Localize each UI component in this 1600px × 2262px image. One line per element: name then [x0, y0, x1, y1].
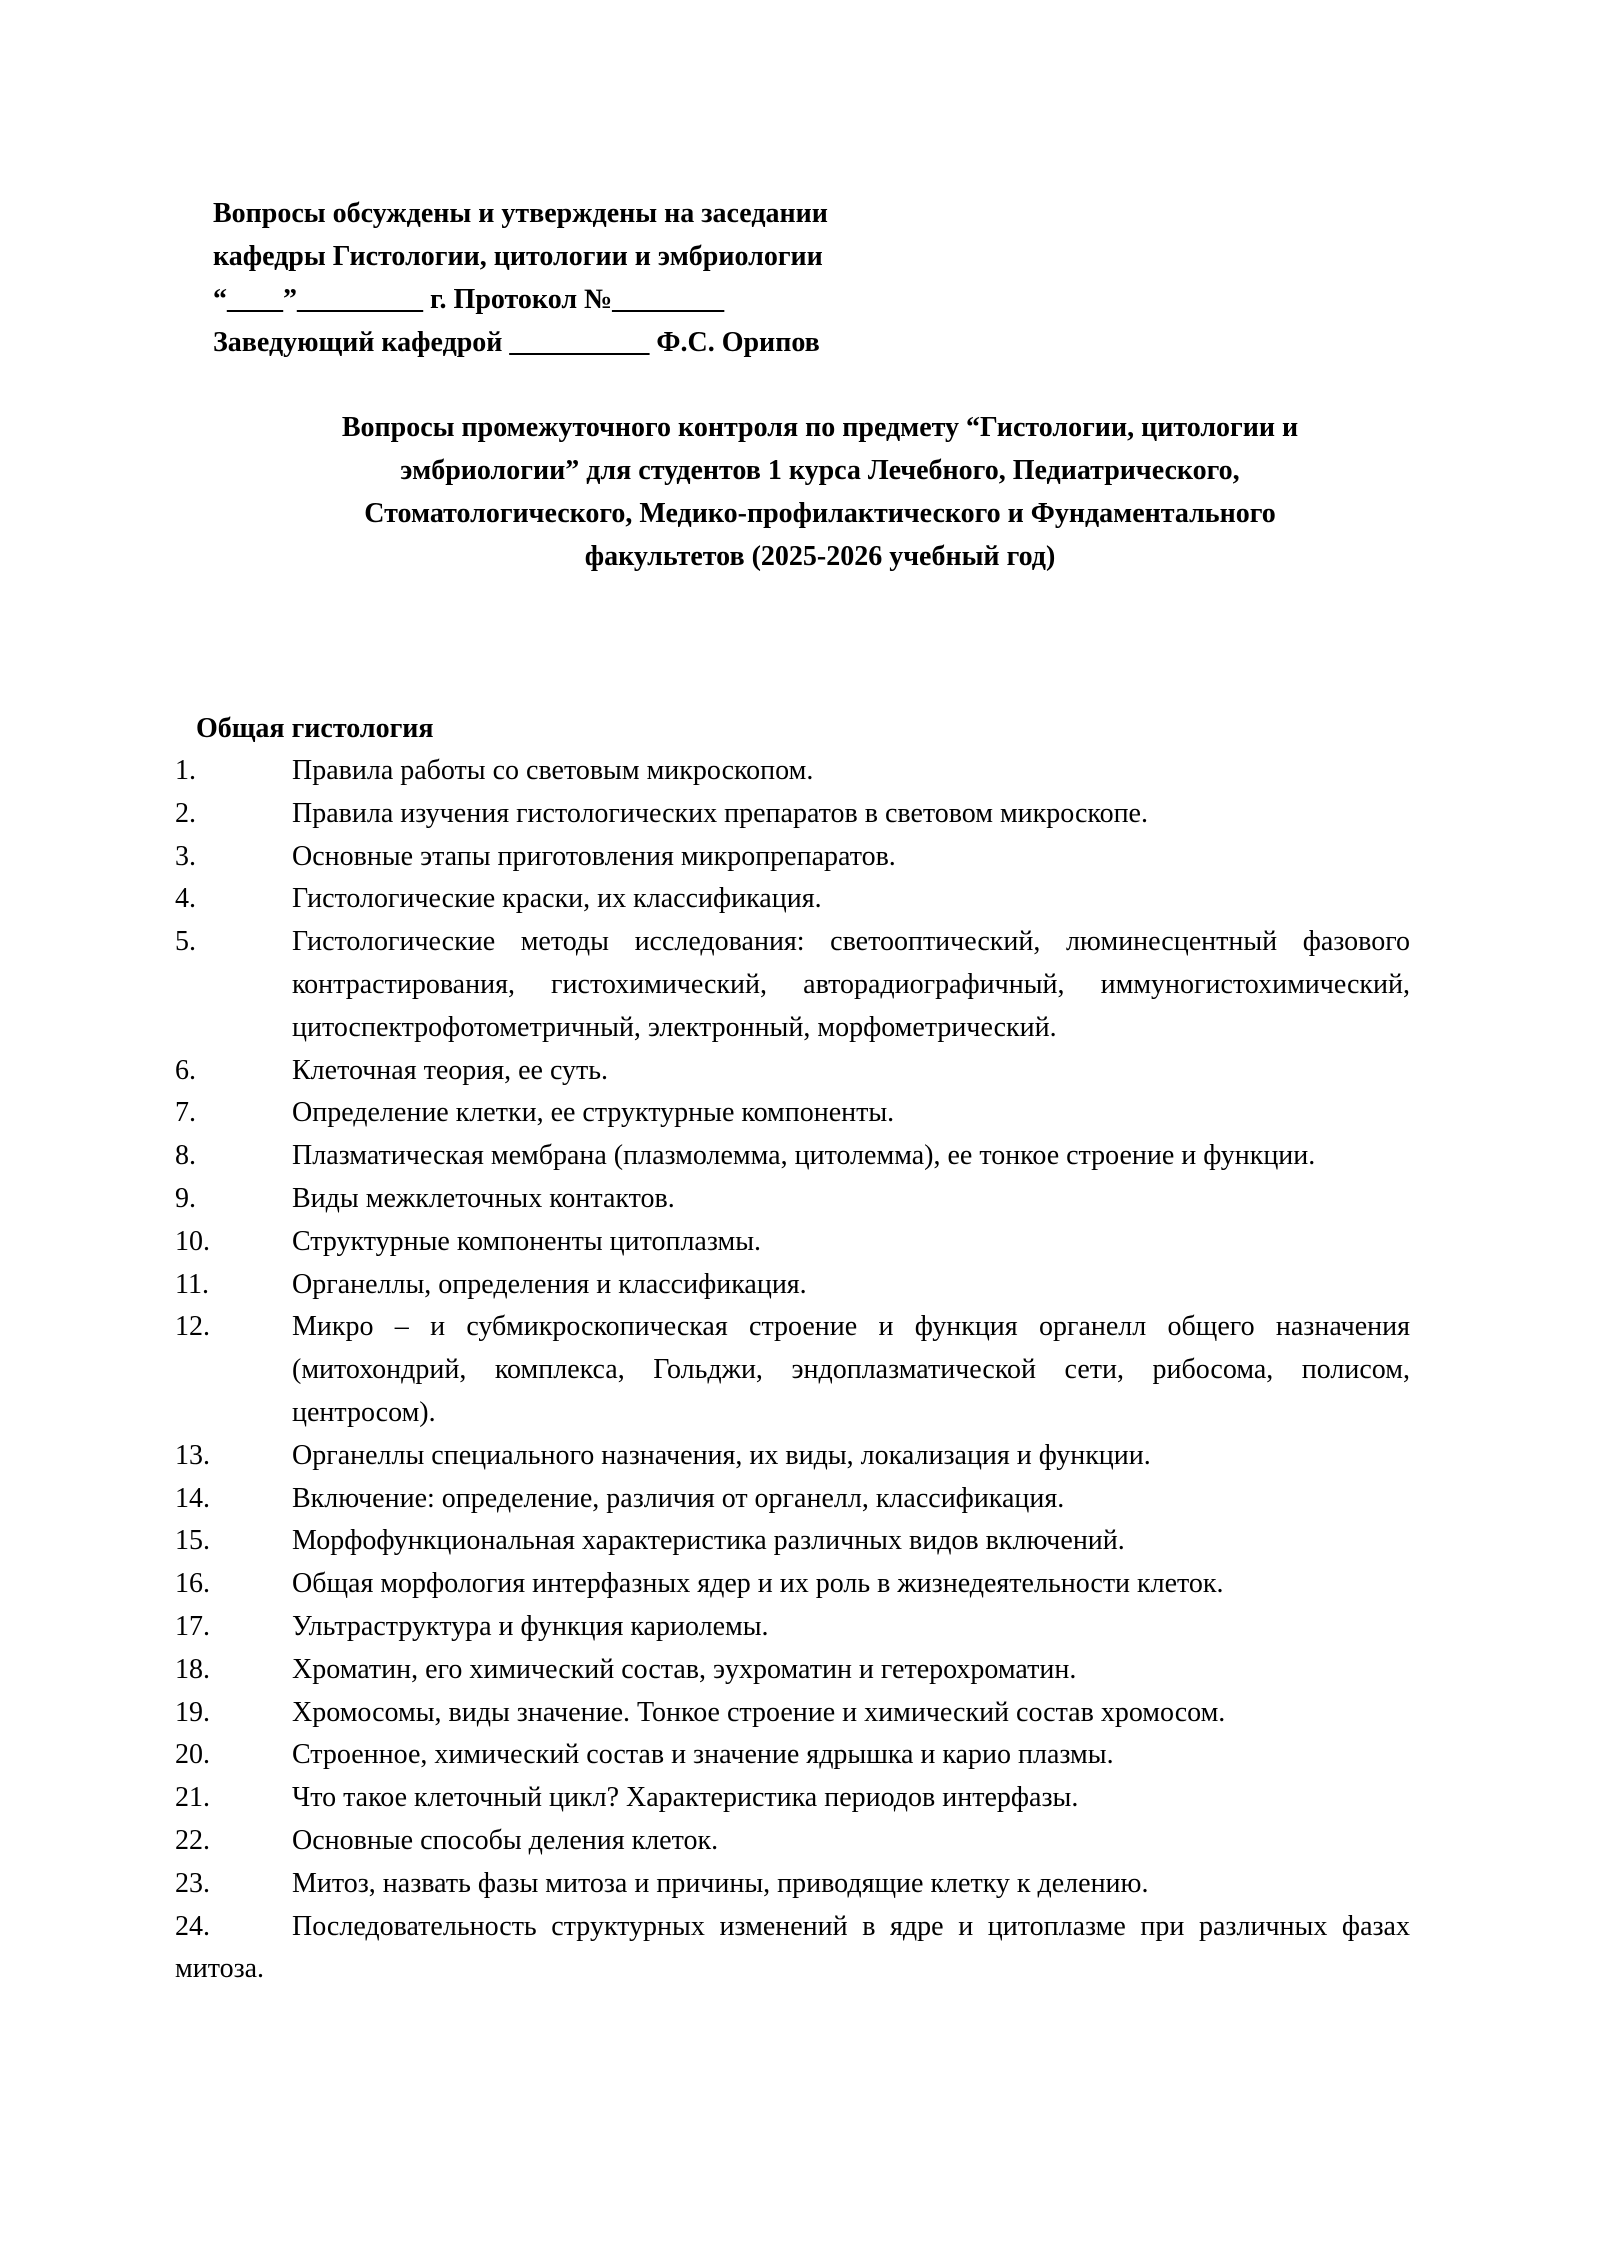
question-item — [175, 1777, 1410, 1820]
question-text: Ультраструктура и функция кариолемы. — [292, 1610, 769, 1642]
question-number: 8. — [175, 1140, 196, 1172]
question-number: 1. — [175, 755, 196, 786]
question-text: Включение: определение, различия от органелл, классификация. — [292, 1482, 1065, 1514]
approval-line: Вопросы обсуждены и утверждены на заседании — [213, 198, 828, 229]
question-text: Органеллы специального назначения, их виды, локализация и функции. — [292, 1439, 1151, 1471]
question-item — [175, 921, 1410, 1049]
question-number: 5. — [175, 926, 196, 958]
question-text: Определение клетки, ее структурные компоненты. — [292, 1097, 895, 1129]
question-number: 7. — [175, 1097, 196, 1129]
question-number: 18. — [175, 1653, 210, 1685]
question-text: Клеточная теория, ее суть. — [292, 1054, 609, 1086]
approval-line: кафедры Гистологии, цитологии и эмбриологии — [213, 241, 823, 272]
approval-block — [213, 192, 828, 364]
question-number: 20. — [175, 1739, 210, 1771]
title-line: эмбриологии” для студентов 1 курса Лечебного, Педиатрического, — [400, 455, 1240, 486]
question-item — [175, 1264, 1410, 1307]
question-text: Органеллы, определения и классификация. — [292, 1268, 807, 1300]
question-text: Микро – и субмикроскопическая строение и функция органелл общего назначения (митохондрий, комплекса, Гольджи, эндоплазматической сети, рибосома, полисом, центросом). — [292, 1311, 1410, 1428]
document-title — [250, 406, 1390, 578]
question-item — [175, 836, 1410, 879]
question-number: 22. — [175, 1824, 210, 1856]
question-text: Хроматин, его химический состав, эухроматин и гетерохроматин. — [292, 1653, 1077, 1685]
question-text: Виды межклеточных контактов. — [292, 1182, 675, 1214]
question-item — [175, 1478, 1410, 1521]
question-item — [175, 1135, 1410, 1178]
question-item — [175, 1906, 1410, 1992]
title-line: Стоматологического, Медико-профилактического и Фундаментального — [364, 498, 1276, 529]
question-text: Последовательность структурных изменений в ядре и цитоплазме при различных фазах митоза. — [175, 1910, 1410, 1985]
question-text: Основные способы деления клеток. — [292, 1824, 719, 1856]
question-number: 9. — [175, 1182, 196, 1214]
question-item — [175, 1178, 1410, 1221]
question-text: Гистологические методы исследования: светооптический, люминесцентный фазового контрастирования, гистохимический, авторадиографичный, иммуногистохимический, цитоспектрофотометричный, электронный, морфометрический. — [292, 926, 1410, 1043]
question-number: 4. — [175, 883, 196, 915]
title-line: факультетов (2025-2026 учебный год) — [584, 541, 1056, 572]
question-number: 23. — [175, 1867, 210, 1899]
question-item — [175, 1606, 1410, 1649]
question-number: 6. — [175, 1054, 196, 1086]
question-text: Что такое клеточный цикл? Характеристика периодов интерфазы. — [292, 1782, 1079, 1814]
question-item — [175, 878, 1410, 921]
question-text: Морфофункциональная характеристика различных видов включений. — [292, 1525, 1125, 1557]
question-number: 11. — [175, 1268, 209, 1300]
question-text: Плазматическая мембрана (плазмолемма, цитолемма), ее тонкое строение и функции. — [292, 1140, 1316, 1172]
question-item — [175, 1692, 1410, 1735]
question-number: 15. — [175, 1525, 210, 1557]
section-heading: Общая гистология — [196, 713, 434, 744]
question-text: Правила работы со световым микроскопом. — [292, 755, 814, 786]
question-text: Хромосомы, виды значение. Тонкое строение и химический состав хромосом. — [292, 1696, 1226, 1728]
question-item — [175, 1221, 1410, 1264]
question-number: 21. — [175, 1782, 210, 1814]
question-text: Строенное, химический состав и значение ядрышка и карио плазмы. — [292, 1739, 1114, 1771]
question-number: 12. — [175, 1311, 210, 1343]
question-text: Гистологические краски, их классификация. — [292, 883, 822, 915]
question-item — [175, 1563, 1410, 1606]
question-item — [175, 750, 1410, 793]
question-item — [175, 1649, 1410, 1692]
question-number: 24. — [175, 1910, 210, 1942]
question-text: Основные этапы приготовления микропрепаратов. — [292, 840, 896, 872]
question-item — [175, 1520, 1410, 1563]
title-line: Вопросы промежуточного контроля по предмету “Гистологии, цитологии и — [341, 412, 1299, 443]
question-item — [175, 1306, 1410, 1434]
question-number: 17. — [175, 1610, 210, 1642]
question-text: Митоз, назвать фазы митоза и причины, приводящие клетку к делению. — [292, 1867, 1149, 1899]
question-item — [175, 1050, 1410, 1093]
question-number: 2. — [175, 797, 196, 829]
question-text: Общая морфология интерфазных ядер и их роль в жизнедеятельности клеток. — [292, 1568, 1224, 1600]
approval-line: “____”_________ г. Протокол №________ — [213, 284, 725, 315]
question-list — [175, 750, 1410, 1991]
question-text: Правила изучения гистологических препаратов в световом микроскопе. — [292, 797, 1148, 829]
question-text: Структурные компоненты цитоплазмы. — [292, 1225, 762, 1257]
question-item — [175, 1863, 1410, 1906]
question-number: 14. — [175, 1482, 210, 1514]
question-number: 3. — [175, 840, 196, 872]
question-item — [175, 793, 1410, 836]
question-item — [175, 1734, 1410, 1777]
question-number: 13. — [175, 1439, 210, 1471]
question-number: 10. — [175, 1225, 210, 1257]
question-item — [175, 1820, 1410, 1863]
question-number: 16. — [175, 1568, 210, 1600]
question-item — [175, 1435, 1410, 1478]
approval-line: Заведующий кафедрой __________ Ф.С. Орипов — [213, 327, 820, 358]
question-number: 19. — [175, 1696, 210, 1728]
question-item — [175, 1092, 1410, 1135]
